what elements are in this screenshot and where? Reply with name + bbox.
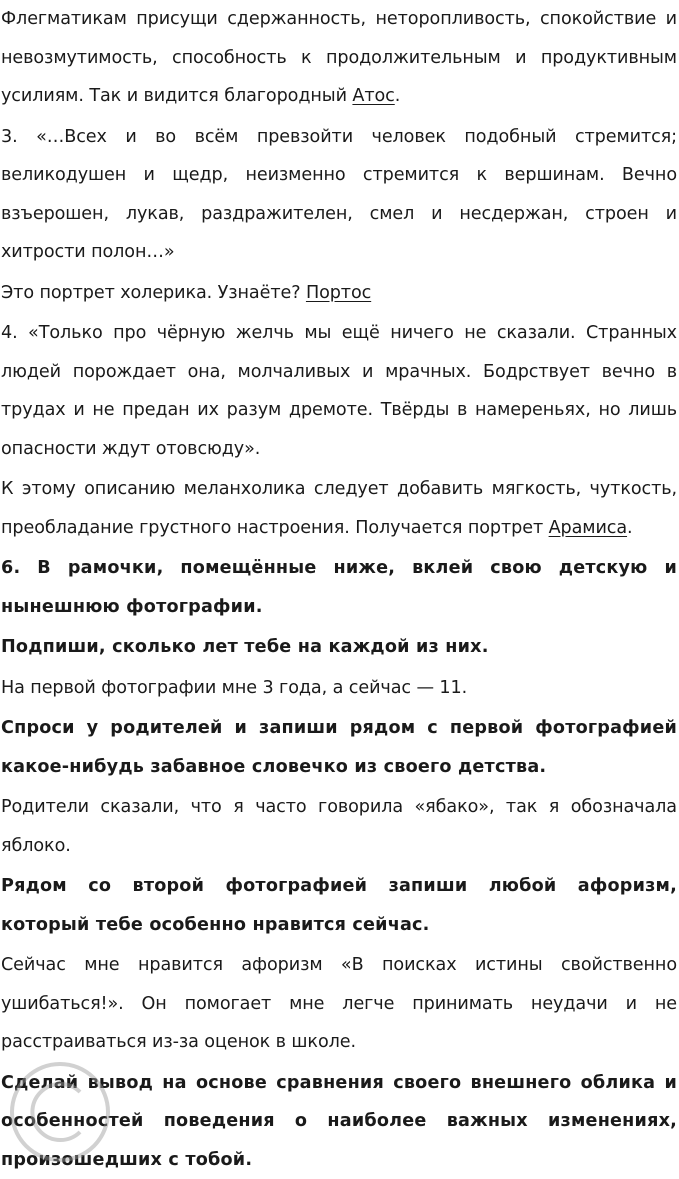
paragraph-quote-3 [1,118,677,272]
text-run: 3. «…Всех и во всём превзойти человек подобный стремится; великодушен и щедр, неизменно стремится к вершинам. Вечно взъерошен, лукав, раздражителен, смел и несдержан, строен и хитрости полон…» [1,127,677,263]
text-run: . [627,518,633,538]
task-6-ask-parents [1,709,677,786]
answer-aphorism [1,946,677,1062]
text-run: Родители сказали, что я часто говорила «ябако», так я обозначала яблоко. [1,797,677,856]
text-run: Рядом со второй фотографией запиши любой афоризм, который тебе особенно нравится сейчас. [1,876,677,935]
text-run: Спроси у родителей и запиши рядом с первой фотографией какое-нибудь забавное словечко из своего детства. [1,718,677,777]
paragraph-phlegmatic [1,0,677,116]
text-run: Подпиши, сколько лет тебе на каждой из них. [1,637,489,657]
text-run: 4. «Только про чёрную желчь мы ещё ничего не сказали. Странных людей порождает она, молчаливых и мрачных. Бодрствует вечно в трудах и не предан их разум дремоте. Твёрды в намереньях, но лишь опасности ждут отовсюду». [1,323,677,459]
task-6-sign-age [1,628,677,667]
underlined-answer-aramis: Арамиса [549,518,627,538]
underlined-answer-porthos: Портос [306,283,371,303]
text-run: Сейчас мне нравится афоризм «В поисках истины свойственно ушибаться!». Он помогает мне легче принимать неудачи и не расстраиваться из-за оценок в школе. [1,955,677,1052]
text-run: Сделай вывод на основе сравнения своего внешнего облика и особенностей поведения о наиболее важных изменениях, произошедших с тобой. [1,1073,677,1170]
paragraph-quote-4 [1,314,677,468]
answer-childhood-word [1,788,677,865]
paragraph-choleric [1,274,677,313]
task-6-heading [1,549,677,626]
text-run: Это портрет холерика. Узнаёте? [1,283,306,303]
text-run: 6. В рамочки, помещённые ниже, вклей свою детскую и нынешнюю фотографии. [1,558,677,617]
text-run: Флегматикам присущи сдержанность, неторопливость, спокойствие и невозмутимость, способность к продолжительным и продуктивным усилиям. Так и видится благородный [1,9,677,106]
task-6-conclusion [1,1064,677,1179]
underlined-answer-athos: Атос [352,86,394,106]
paragraph-melancholic [1,470,677,547]
text-run: На первой фотографии мне 3 года, а сейчас — 11. [1,678,467,698]
text-run: К этому описанию меланхолика следует добавить мягкость, чуткость, преобладание грустного настроения. Получается портрет [1,479,677,538]
text-run: . [395,86,401,106]
answer-age [1,669,677,708]
task-6-aphorism [1,867,677,944]
